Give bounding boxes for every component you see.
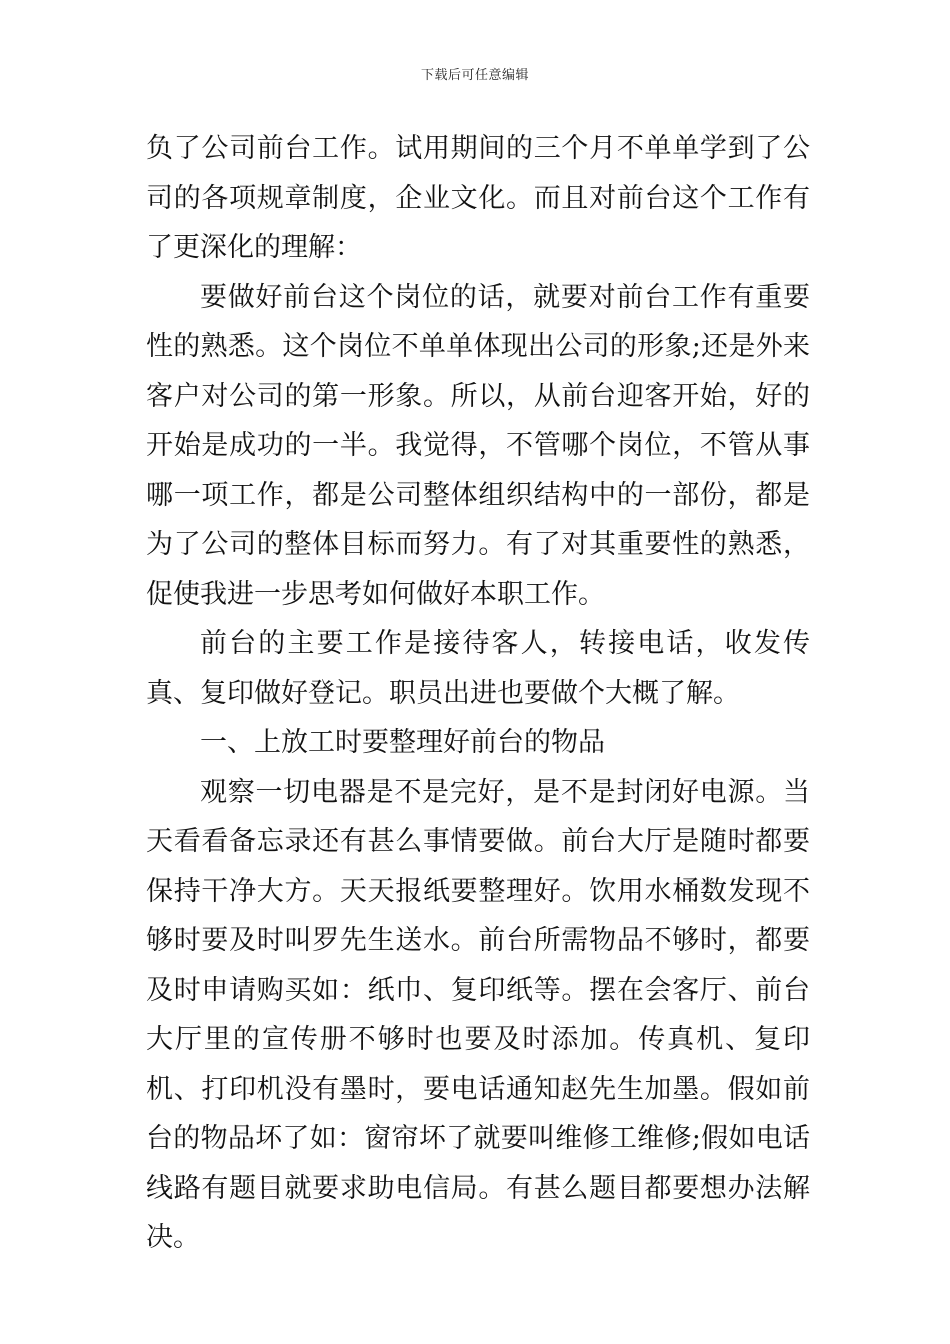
- paragraph-4: 观察一切电器是不是完好，是不是封闭好电源。当天看看备忘录还有甚么事情要做。前台大厅是随时都要保持干净大方。天天报纸要整理好。饮用水桶数发现不够时要及时叫罗先生送水。前台所需物品不够时，都要及时申请购买如：纸巾、复印纸等。摆在会客厅、前台大厅里的宣传册不够时也要及时添加。传真机、复印机、打印机没有墨时，要电话通知赵先生加墨。假如前台的物品坏了如：窗帘坏了就要叫维修工维修;假如电话线路有题目就要求助电信局。有甚么题目都要想办法解决。: [146, 776, 810, 1253]
- paragraph-1: 负了公司前台工作。试用期间的三个月不单单学到了公司的各项规章制度，企业文化。而且对前台这个工作有了更深化的理解：: [146, 133, 810, 263]
- page-header: 下载后可任意编辑: [420, 68, 529, 83]
- paragraph-2: 要做好前台这个岗位的话，就要对前台工作有重要性的熟悉。这个岗位不单单体现出公司的形象;还是外来客户对公司的第一形象。所以，从前台迎客开始，好的开始是成功的一半。我觉得，不管哪个岗位，不管从事哪一项工作，都是公司整体组织结构中的一部份，都是为了公司的整体目标而努力。有了对其重要性的熟悉，促使我进一步思考如何做好本职工作。: [146, 281, 810, 610]
- section-heading-1: 一、上放工时要整理好前台的物品: [200, 727, 605, 758]
- document-body: [146, 124, 810, 1263]
- paragraph-3: 前台的主要工作是接待客人，转接电话，收发传真、复印做好登记。职员出进也要做个大概了解。: [146, 628, 810, 709]
